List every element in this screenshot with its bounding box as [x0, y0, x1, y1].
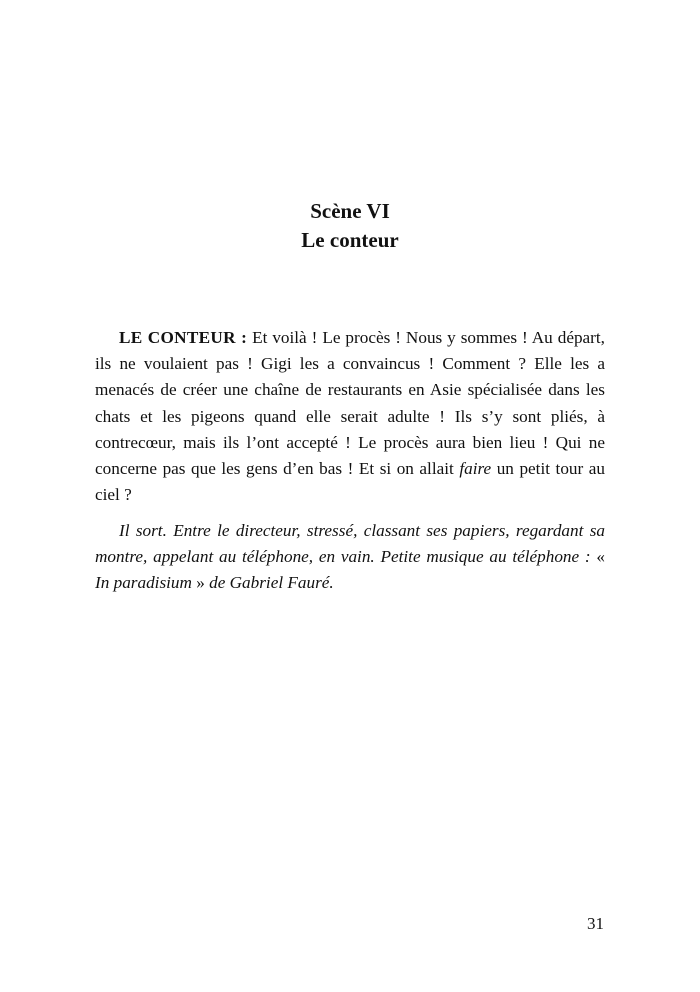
scene-number: Scène VI [310, 199, 390, 223]
dialogue-italic-word: faire [459, 459, 492, 479]
scene-heading [0, 197, 700, 255]
speaker-name: LE CONTEUR : [119, 328, 248, 347]
quote-open-mark: « [596, 547, 605, 567]
stage-direction-composer: de Gabriel Fauré. [204, 573, 334, 593]
dialogue-text-end: un petit tour au ciel ? [95, 459, 605, 505]
page-number: 31 [587, 914, 604, 933]
stage-direction-text: Il sort. Entre le directeur, stressé, classant ses papiers, regardant sa montre, appelant au téléphone, en vain. Petite musique au téléphone : [95, 521, 605, 567]
stage-direction [95, 518, 605, 597]
dialogue-paragraph [95, 325, 605, 508]
music-title: In paradisium [95, 573, 192, 593]
quote-close-mark: » [191, 573, 205, 593]
scene-title: Le conteur [301, 228, 399, 252]
dialogue-text-start: Et voilà ! Le procès ! Nous y sommes ! Au départ, ils ne voulaient pas ! Gigi les a convaincus ! Comment ? Elle les a menacés de créer une chaîne de restaurants en Asie spécialisée dans les chats et les pigeons quand elle serait adulte ! Ils s’y sont pliés, à contrecœur, mais ils l’ont accepté ! Le procès aura bien lieu ! Qui ne concerne pas que les gens d’en bas ! Et si on allait [95, 328, 605, 479]
